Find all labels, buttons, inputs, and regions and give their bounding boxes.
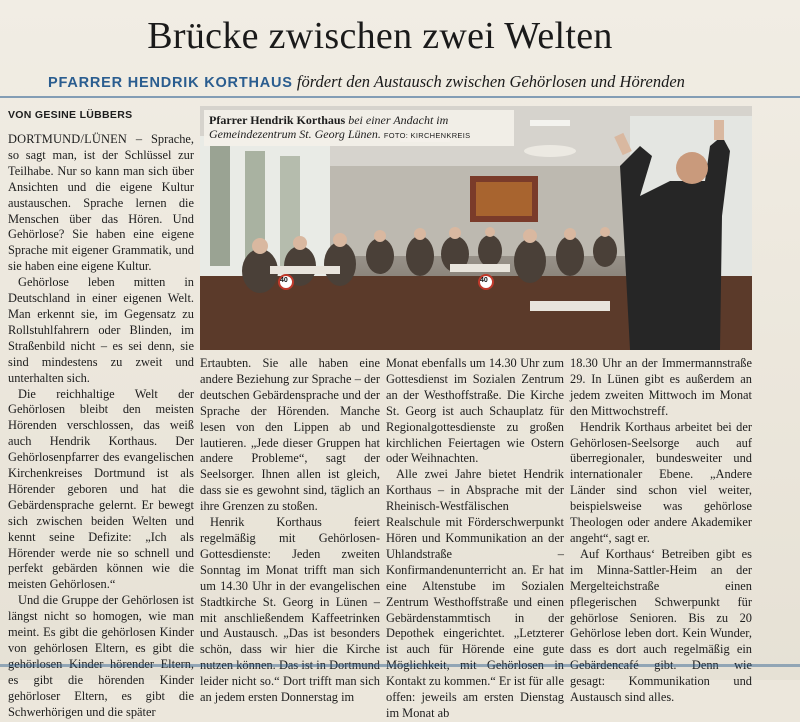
- paragraph: Henrik Korthaus feiert regelmäßig mit Gehörlosen-Gottesdienste: Jeden zweiten Sonntag im Monat trifft man sich um 14.30 Uhr in der evangelischen Stadtkirche St. Georg in Lünen – mit anschließendem Kaffeetrinken und Austausch. „Das ist besonders schön, dass wir hier die Kirche nutzen können. Das ist in Dortmund leider nicht so.“ Dort trifft man sich an jedem ersten Donnerstag im: [200, 515, 380, 705]
- sign-number-right: 40: [480, 277, 488, 284]
- paragraph: Auf Korthaus‘ Betreiben gibt es im Minna-Sattler-Heim an der Mergelteichstraße einen pflegerischen Schwerpunkt für gehörlose Senioren. Bis zu 20 Gehörlose leben dort. Kein Wunder, dass es dort auch regelmäßig ein Gebärdencafé gibt. Denn wie gesagt: Kommunikation und Austausch sind alles.: [570, 546, 752, 705]
- dateline: DORTMUND/LÜNEN: [8, 132, 128, 146]
- paragraph: Gehörlose leben mitten in Deutschland in einer eigenen Welt. Man erkennt sie, im Gegensatz zu Rollstuhlfahrern oder Blinden, im Straßenbild nicht – es sei denn, sie sind mindestens zu zweit und unterhalten sich.: [8, 275, 194, 385]
- paragraph: Monat ebenfalls um 14.30 Uhr zum Gottesdienst im Sozialen Zentrum an der Westhoffstraße. Die Kirche St. Georg ist auch Schauplatz für Regionalgottesdienste zu großen kirchlichen Feiertagen wie Ostern oder Weihnachten.: [386, 356, 564, 466]
- article-column-3: [386, 356, 564, 720]
- subheadline-text: fördert den Austausch zwischen Gehörlosen und Hörenden: [296, 72, 685, 91]
- headline: Brücke zwischen zwei Welten: [147, 15, 613, 57]
- paragraph: Hendrik Korthaus arbeitet bei der Gehörlosen-Seelsorge auch auf überregionaler, bundesweiter und internationaler Ebene. „Andere Länder sind schon viel weiter, beispielsweise was gehörlose Theologen oder andere Akademiker angeht“, sagt er.: [570, 419, 752, 545]
- article-column-4: [570, 356, 752, 705]
- paragraph: [8, 132, 194, 275]
- caption-text: bei einer Andacht im Gemeindezentrum St. Georg Lünen.: [209, 113, 449, 141]
- article-column-2: [200, 356, 380, 705]
- paragraph: 18.30 Uhr an der Immermannstraße 29. In Lünen gibt es außerdem an jedem zweiten Mittwoch im Monat den Mittwochstreff.: [570, 356, 752, 418]
- header-divider: [0, 96, 800, 98]
- paragraph: Und die Gruppe der Gehörlosen ist längst nicht so homogen, wie man meint. Es gibt die gehörlosen Kinder von gehörlosen Eltern, es gibt die gehörlosen Kinder hörender Eltern, es gibt die hörenden Kinder gehörloser Eltern, es gibt die Schwerhörigen und die später: [8, 593, 194, 719]
- subheadline-name: PFARRER HENDRIK KORTHAUS: [48, 75, 293, 91]
- paragraph: Die reichhaltige Welt der Gehörlosen bleibt den meisten Hörenden verschlossen, das weiß auch Hendrik Korthaus. Der Gehörlosenpfarrer des evangelischen Kirchenkreises Dortmund ist als Hörender geboren und hat die Gebärdensprache gelernt. Er bewegt sich zwischen beiden Welten und kennt seine Defizite: „Ich als Hörender werde nie so schnell und perfekt gebärden können wie die meisten Gehörlosen.“: [8, 386, 194, 592]
- paragraph: Alle zwei Jahre bietet Hendrik Korthaus – in Absprache mit der Rheinisch-Westfälischen Realschule mit Förderschwerpunkt Hören und Kommunikation an der Uhlandstraße – Konfirmandenunterricht an. Er hat eine Altenstube im Sozialen Zentrum Westhoffstraße und einen Gebärdenstammtisch in der Depothek eingerichtet. „Letzterer ist auch für Hörende eine gute Möglichkeit, mit Gehörlosen in Kontakt zu kommen.“ Er ist für alle offen: jeweils am ersten Dienstag im Monat ab: [386, 467, 564, 720]
- paragraph-text: – Sprache, so sagt man, ist der Schlüssel zur Teilhabe. Nur so kann man sich über Ansichten und die eigene Kultur austauschen. Sprache lernen die Menschen über das Hören. Und Gehörlose? Sie haben eine eigene Sprache mit eigener Grammatik, und sie haben eine eigene Kultur.: [8, 132, 194, 274]
- subheadline: [48, 72, 788, 92]
- photo-credit: FOTO: KIRCHENKREIS: [383, 131, 471, 140]
- caption-name: Pfarrer Hendrik Korthaus: [209, 113, 346, 127]
- footer-divider: [0, 664, 800, 667]
- byline: VON GESINE LÜBBERS: [8, 109, 133, 121]
- photo-caption: [204, 110, 514, 146]
- article-column-1: [8, 132, 194, 719]
- sign-number-left: 40: [280, 277, 288, 284]
- paragraph: Ertaubten. Sie alle haben eine andere Beziehung zur Sprache – der deutschen Gebärdensprache und der Sprache der Hörenden. Manche lesen von den Lippen ab und lautieren. „Jede dieser Gruppen hat andere Probleme“, sagt der Seelsorger. Ihnen allen ist gleich, dass sie es gewohnt sind, täglich an ihre Grenzen zu stoßen.: [200, 356, 380, 514]
